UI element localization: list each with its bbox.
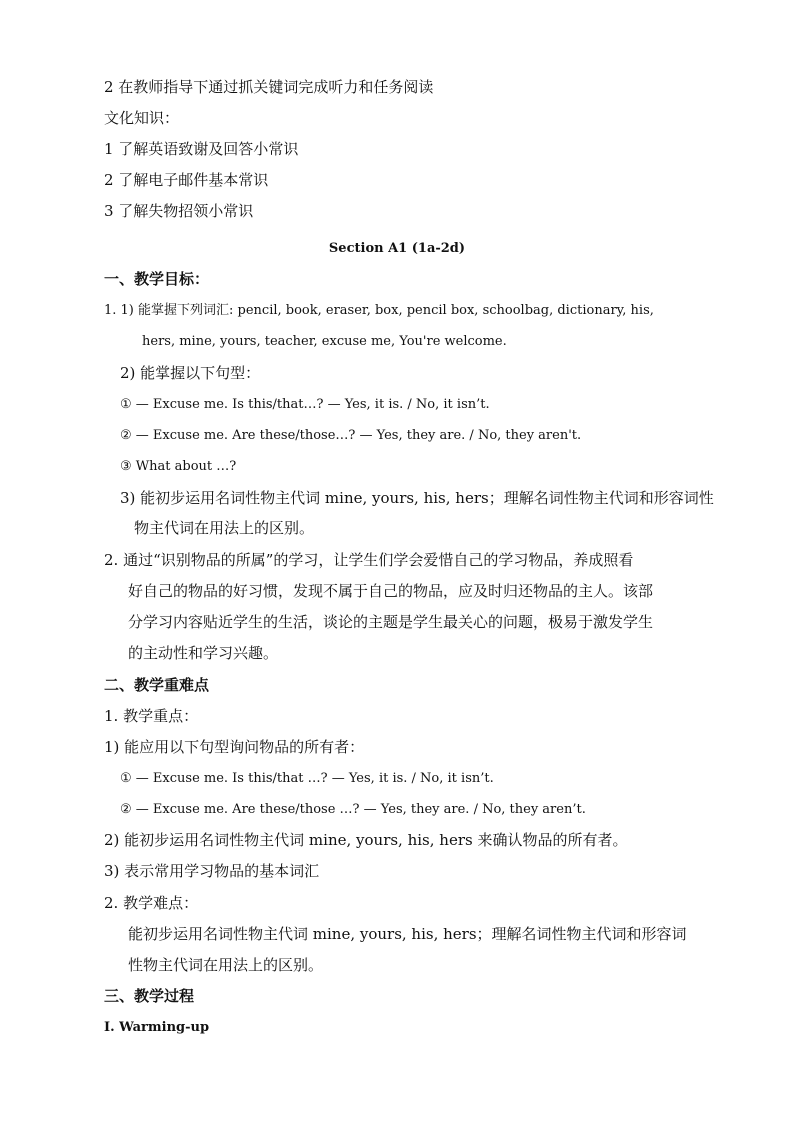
heading-process: 三、教学过程 <box>104 987 195 1005</box>
key-pattern-2: ② — Excuse me. Are these/those …? — Yes, they are. / No, they aren’t. <box>120 802 586 817</box>
key-point-2: 2) 能初步运用名词性物主代词 mine, yours, his, hers 来确认物品的所有者。 <box>104 831 628 849</box>
vocab-line-1: 1. 1) 能掌握下列词汇: pencil, book, eraser, box, pencil box, schoolbag, dictionary, his, <box>104 303 654 318</box>
difficulty-line-2: 性物主代词在用法上的区别。 <box>128 956 324 974</box>
sentence-heading: 2) 能掌握以下句型： <box>120 364 261 382</box>
key-point-3: 3) 表示常用学习物品的基本词汇 <box>104 862 320 880</box>
sentence-pattern-2: ② — Excuse me. Are these/those…? — Yes, they are. / No, they aren't. <box>120 428 582 443</box>
key-points-heading: 1. 教学重点： <box>104 707 199 725</box>
sentence-pattern-1: ① — Excuse me. Is this/that…? — Yes, it is. / No, it isn’t. <box>120 397 490 412</box>
warming-up-heading: Ⅰ. Warming-up <box>104 1020 210 1035</box>
key-pattern-1: ① — Excuse me. Is this/that …? — Yes, it is. / No, it isn’t. <box>120 771 494 786</box>
key-point-1: 1) 能应用以下句型询问物品的所有者： <box>104 738 365 756</box>
culture-item-2: 2 了解电子邮件基本常识 <box>104 171 269 189</box>
sentence-pattern-3: ③ What about …? <box>120 459 237 474</box>
heading-objectives: 一、教学目标： <box>104 270 210 288</box>
vocab-line-2: hers, mine, yours, teacher, excuse me, You're welcome. <box>142 334 507 349</box>
heading-key-points: 二、教学重难点 <box>104 676 210 694</box>
goal2-line-4: 的主动性和学习兴趣。 <box>128 644 279 662</box>
culture-item-3: 3 了解失物招领小常识 <box>104 202 254 220</box>
culture-item-1: 1 了解英语致谢及回答小常识 <box>104 140 299 158</box>
pronoun-line-1: 3) 能初步运用名词性物主代词 mine, yours, his, hers；理解名词性物主代词和形容词性 <box>120 489 714 507</box>
section-title: Section A1 (1a-2d) <box>328 241 466 256</box>
goal2-line-2: 好自己的物品的好习惯，发现不属于自己的物品，应及时归还物品的主人。该部 <box>128 582 654 600</box>
difficulty-line-1: 能初步运用名词性物主代词 mine, yours, his, hers；理解名词性物主代词和形容词 <box>128 925 687 943</box>
culture-heading: 文化知识： <box>104 109 180 127</box>
pronoun-line-2: 物主代词在用法上的区别。 <box>134 519 315 537</box>
goal2-line-1: 2. 通过“识别物品的所属”的学习，让学生们学会爱惜自己的学习物品，养成照看 <box>104 551 634 569</box>
skill-item-2: 2 在教师指导下通过抓关键词完成听力和任务阅读 <box>104 78 434 96</box>
difficulty-heading: 2. 教学难点： <box>104 894 199 912</box>
goal2-line-3: 分学习内容贴近学生的生活，谈论的主题是学生最关心的问题，极易于激发学生 <box>128 613 654 631</box>
